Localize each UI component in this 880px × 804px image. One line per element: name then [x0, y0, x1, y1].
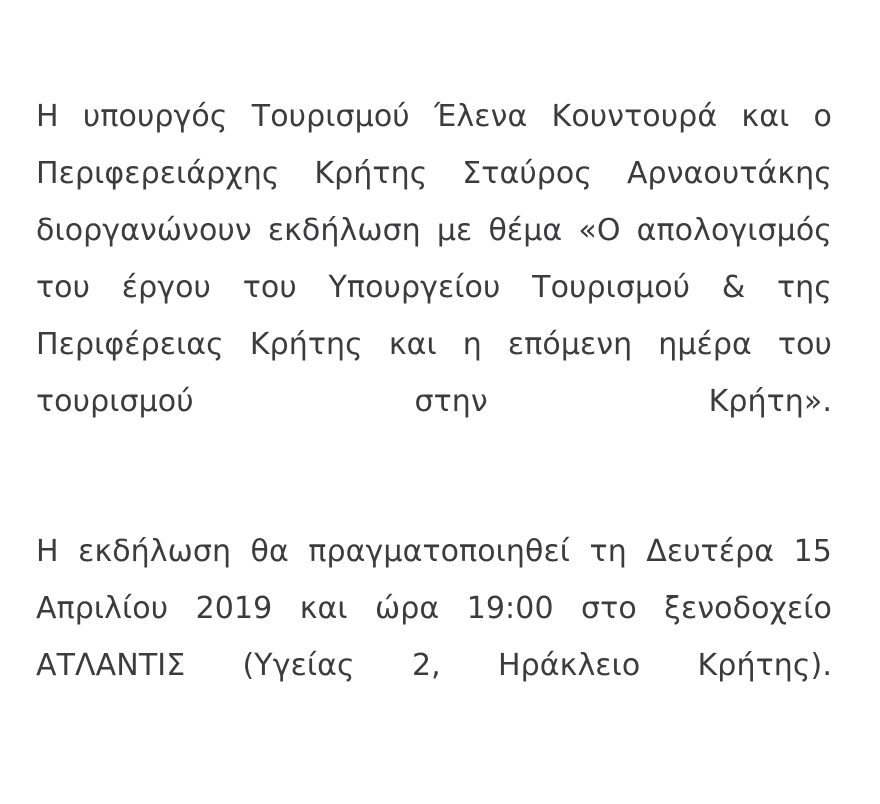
article-body [36, 88, 832, 751]
paragraph-1: Η υπουργός Τουρισμού Έλενα Κουντουρά και ο Περιφερειάρχης Κρήτης Σταύρος Αρναουτάκης διοργανώνουν εκδήλωση με θέμα «Ο απολογισμός του έργου του Υπουργείου Τουρισμού & της Περιφέρειας Κρήτης και η επόμενη ημέρα του τουρισμού στην Κρήτη». [36, 99, 832, 419]
paragraph-2: Η εκδήλωση θα πραγματοποιηθεί τη Δευτέρα 15 Απριλίου 2019 και ώρα 19:00 στο ξενοδοχείο ΑΤΛΑΝΤΙΣ (Υγείας 2, Ηράκλειο Κρήτης). [36, 534, 832, 683]
